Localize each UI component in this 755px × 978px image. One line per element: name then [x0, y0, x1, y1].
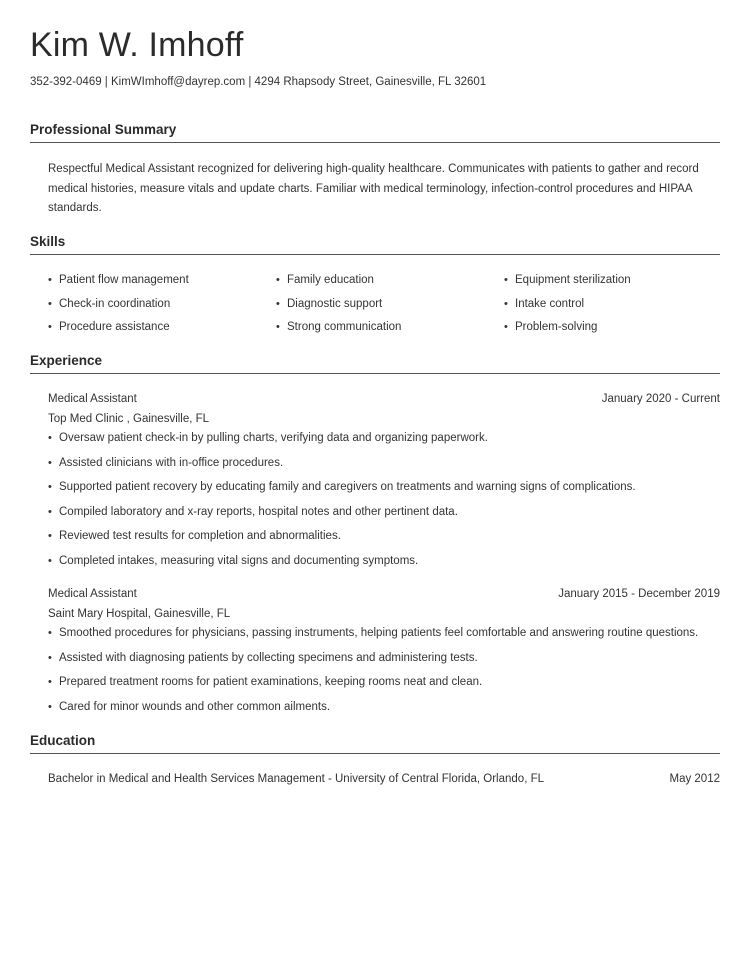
summary-text: Respectful Medical Assistant recognized for delivering high-quality healthcare. Communicates with patients to gather and record medical histories, measure vitals and update charts. Familiar with medical terminology, infection-control procedures and HIPAA standards.	[48, 163, 699, 214]
skill-item: • Family education	[276, 271, 504, 290]
list-item: • Prepared treatment rooms for patient examinations, keeping rooms neat and clean.	[48, 673, 728, 698]
skill-item: • Procedure assistance	[48, 318, 276, 337]
job-employer: Saint Mary Hospital, Gainesville, FL	[48, 608, 231, 620]
list-item: • Completed intakes, measuring vital signs and documenting symptoms.	[48, 552, 728, 577]
job-dates: January 2020 - Current	[601, 393, 720, 405]
skill-item: • Equipment sterilization	[504, 271, 720, 290]
bullet-icon: •	[276, 274, 280, 286]
skill-item: • Check-in coordination	[48, 295, 276, 314]
job-bullets	[48, 429, 728, 576]
job-title: Medical Assistant	[48, 393, 137, 405]
skill-item: • Problem-solving	[504, 318, 720, 337]
candidate-name: Kim W. Imhoff	[30, 26, 244, 64]
education-date: May 2012	[669, 773, 720, 785]
list-item: • Assisted clinicians with in-office procedures.	[48, 454, 728, 479]
job-title: Medical Assistant	[48, 588, 137, 600]
skill-item: • Patient flow management	[48, 271, 276, 290]
list-item: • Compiled laboratory and x-ray reports, hospital notes and other pertinent data.	[48, 503, 728, 528]
bullet-icon: •	[48, 274, 52, 286]
bullet-icon: •	[276, 297, 280, 310]
section-title-skills: Skills	[30, 234, 720, 255]
section-title-education: Education	[30, 733, 720, 754]
job-employer: Top Med Clinic , Gainesville, FL	[48, 413, 210, 425]
bullet-icon: •	[48, 297, 52, 310]
bullet-icon: •	[48, 456, 52, 469]
bullet-icon: •	[48, 505, 52, 518]
bullet-icon: •	[504, 297, 508, 310]
education-degree: Bachelor in Medical and Health Services Management - University of Central Florida, Orlando, FL	[48, 773, 544, 785]
skill-item: • Diagnostic support	[276, 295, 504, 314]
bullet-icon: •	[48, 432, 52, 444]
bullet-icon: •	[48, 676, 52, 688]
bullet-icon: •	[48, 627, 52, 639]
bullet-icon: •	[48, 530, 52, 542]
job-dates: January 2015 - December 2019	[558, 588, 720, 600]
bullet-icon: •	[48, 651, 52, 664]
bullet-icon: •	[48, 321, 52, 333]
list-item: • Smoothed procedures for physicians, passing instruments, helping patients feel comfortable and answering routine questions.	[48, 624, 728, 649]
skills-grid	[48, 271, 720, 337]
bullet-icon: •	[48, 700, 52, 713]
bullet-icon: •	[48, 554, 52, 567]
skill-item: • Strong communication	[276, 318, 504, 337]
list-item: • Oversaw patient check-in by pulling charts, verifying data and organizing paperwork.	[48, 429, 728, 454]
bullet-icon: •	[504, 321, 508, 333]
job-bullets	[48, 624, 728, 722]
section-title-experience: Experience	[30, 353, 720, 374]
job-header	[48, 585, 720, 603]
skill-item: • Intake control	[504, 295, 720, 314]
list-item: • Reviewed test results for completion and abnormalities.	[48, 527, 728, 552]
education-entry	[48, 770, 720, 788]
bullet-icon: •	[276, 321, 280, 333]
bullet-icon: •	[504, 274, 508, 286]
section-title-summary: Professional Summary	[30, 122, 720, 143]
list-item: • Cared for minor wounds and other common ailments.	[48, 698, 728, 723]
list-item: • Assisted with diagnosing patients by collecting specimens and administering tests.	[48, 649, 728, 674]
job-header	[48, 390, 720, 408]
bullet-icon: •	[48, 481, 52, 493]
contact-line: 352-392-0469 | KimWImhoff@dayrep.com | 4294 Rhapsody Street, Gainesville, FL 32601	[30, 76, 487, 88]
list-item: • Supported patient recovery by educating family and caregivers on treatments and warning signs of complications.	[48, 478, 728, 503]
